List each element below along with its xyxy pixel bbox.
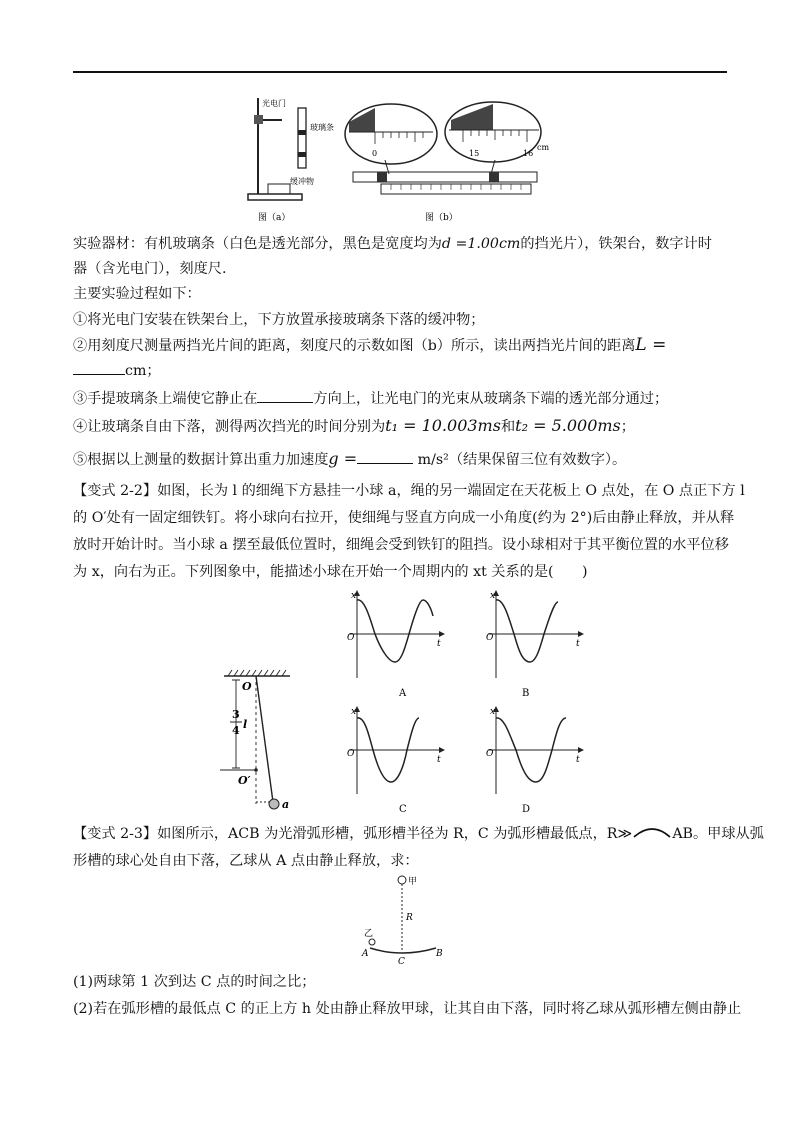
- pendulum-figure: [212, 668, 297, 818]
- axis-t-label: t: [437, 639, 441, 649]
- step-2: ②用刻度尺测量两挡光片间的距离，刻度尺的示数如图（b）所示，读出两挡光片间的距离L =: [73, 335, 667, 355]
- label-ball-yi: 乙: [364, 929, 374, 939]
- formula-t1: t₁ = 10.003ms: [385, 416, 501, 435]
- label-strip: 玻璃条: [310, 123, 334, 132]
- fraction-denominator: 4: [232, 724, 240, 737]
- step-1: ①将光电门安装在铁架台上，下方放置承接玻璃条下落的缓冲物；: [73, 312, 485, 328]
- fraction-numerator: 3: [232, 708, 240, 721]
- label-buffer: 缓冲物: [290, 177, 314, 186]
- q23-line-2: 形槽的球心处自由下落，乙球从 A 点由静止释放，求：: [73, 853, 419, 869]
- materials-line-1: 实验器材：有机玻璃条（白色是透光部分，黑色是宽度均为d =1.00cm的挡光片），铁架台，数字计时: [73, 236, 712, 252]
- q22-line-3: 放时开始计时。当小球 a 摆至最低位置时，细绳会受到铁钉的阻挡。设小球相对于其平衡位置的水平位移: [73, 537, 729, 553]
- axis-origin-label: O: [347, 633, 355, 643]
- ruler-15-label: 15: [469, 149, 480, 158]
- axis-t-label: t: [576, 639, 580, 649]
- axis-t-label: t: [437, 755, 441, 765]
- ruler-16-label: 16: [523, 149, 534, 158]
- q23-sub-1: (1)两球第 1 次到达 C 点的时间之比；: [73, 974, 316, 990]
- q22-line-1: 【变式 2-2】如图，长为 l 的细绳下方悬挂一小球 a，绳的另一端固定在天花板上 O 点处，在 O 点正下方 l: [73, 483, 745, 499]
- axis-origin-label: O: [486, 633, 494, 643]
- step-5: ⑤根据以上测量的数据计算出重力加速度g = m/s²（结果保留三位有效数字）。: [73, 449, 627, 468]
- figure-b: [345, 100, 555, 226]
- formula-g: g =: [328, 449, 358, 468]
- steps-intro: 主要实验过程如下：: [73, 286, 201, 302]
- header-rule: [73, 71, 727, 73]
- graph-option-a: [345, 588, 450, 700]
- ruler-zero-label: 0: [372, 149, 378, 158]
- arc-trough-figure: [356, 872, 456, 968]
- label-C: C: [398, 957, 405, 967]
- axis-x-label: x: [351, 591, 357, 601]
- label-ball-jia: 甲: [408, 877, 418, 887]
- q23-line-1: 【变式 2-3】如图所示，ACB 为光滑弧形槽，弧形槽半径为 R，C 为弧形槽最低点，R≫ AB。甲球从弧: [73, 826, 764, 842]
- q23-sub-2: (2)若在弧形槽的最低点 C 的正上方 h 处由静止释放甲球，让其自由下落，同时将乙球从弧形槽左侧由静止: [73, 1001, 742, 1017]
- pendulum-label-O: O: [242, 680, 252, 693]
- option-a-label[interactable]: A: [399, 688, 407, 699]
- step-4: ④让玻璃条自由下落，测得两次挡光的时间分别为t₁ = 10.003ms和t₂ = 5.000ms；: [73, 416, 635, 435]
- answer-blank-L[interactable]: [73, 360, 125, 375]
- axis-origin-label: O: [347, 749, 355, 759]
- pendulum-label-O-prime: O′: [238, 774, 251, 787]
- formula-L: L =: [635, 335, 667, 355]
- option-d-label[interactable]: D: [522, 804, 531, 815]
- graph-option-d: [484, 704, 589, 816]
- q22-line-4: 为 x，向右为正。下列图象中，能描述小球在开始一个周期内的 xt 关系的是( ): [73, 564, 588, 580]
- graph-option-b: [484, 588, 589, 700]
- pendulum-label-a: a: [282, 798, 290, 811]
- q22-line-2: 的 O′处有一固定细铁钉。将小球向右拉开，使细绳与竖直方向成一小角度(约为 2°)后由静止释放，并从释: [73, 510, 735, 526]
- caption-a: 图（a）: [258, 213, 291, 223]
- axis-t-label: t: [576, 755, 580, 765]
- formula-t2: t₂ = 5.000ms: [515, 416, 621, 435]
- answer-blank-direction[interactable]: [257, 388, 313, 403]
- fraction-l: l: [243, 718, 248, 731]
- graph-option-c: [345, 704, 450, 816]
- axis-x-label: x: [490, 591, 496, 601]
- label-B: B: [436, 949, 443, 959]
- arc-symbol: [632, 825, 672, 839]
- step-2-blank-line: cm；: [73, 360, 161, 381]
- figure-a: [236, 96, 334, 224]
- caption-b: 图（b）: [425, 213, 458, 223]
- answer-blank-g[interactable]: [357, 449, 413, 464]
- label-A: A: [362, 949, 369, 959]
- step-3: ③手提玻璃条上端使它静止在 方向上，让光电门的光束从玻璃条下端的透光部分通过；: [73, 388, 668, 409]
- materials-line-2: 器（含光电门），刻度尺.: [73, 261, 227, 277]
- formula-d: d =1.00cm: [441, 236, 521, 252]
- option-c-label[interactable]: C: [399, 804, 407, 815]
- axis-origin-label: O: [486, 749, 494, 759]
- label-photogate: 光电门: [262, 99, 286, 108]
- ruler-unit-label: cm: [537, 143, 550, 152]
- axis-x-label: x: [490, 707, 496, 717]
- axis-x-label: x: [351, 707, 357, 717]
- option-b-label[interactable]: B: [522, 688, 530, 699]
- label-R: R: [406, 913, 413, 923]
